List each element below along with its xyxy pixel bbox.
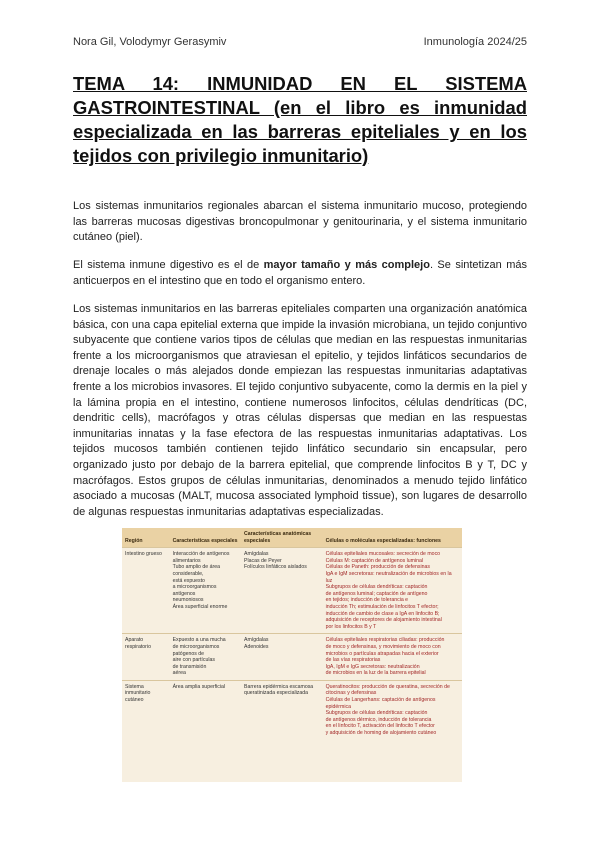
- table-cell-line: patógenos de: [172, 650, 205, 657]
- table-cell: [323, 548, 462, 634]
- table-cell: [170, 680, 241, 739]
- table-cell-line: a microorganismos: [172, 584, 217, 591]
- table-cell-line: IgA, IgM e IgG secretoras: neutralización: [325, 663, 420, 670]
- table-cell-line: inducción Th; estimulación de linfocitos T efector;: [325, 603, 439, 610]
- table-cell-line: Área amplia superficial: [172, 683, 226, 690]
- table-cell-line: en tejidos; inducción de tolerancia e: [325, 597, 409, 604]
- table-cell-line: Células epiteliales respiratorias ciliadas: producción: [325, 637, 445, 644]
- table-cell-line: Células epiteliales mucosales: secreción de moco: [325, 551, 441, 558]
- paragraph-regional-systems: Los sistemas inmunitarios regionales abarcan el sistema inmunitario mucoso, protegiendo las barreras mucosas digestivas broncopulmonar y genitourinaria, y el sistema inmunitario cutáneo (piel).: [73, 200, 527, 244]
- table-cell: [323, 634, 462, 681]
- table-cell: [122, 634, 170, 681]
- table-body: [122, 548, 462, 740]
- table-cell-line: neumoniosos: [172, 597, 204, 604]
- table-row: [122, 680, 462, 739]
- table-cell-line: de moco y defensinas, y movimiento de moco con: [325, 643, 441, 650]
- table-cell-line: Amígdalas: [243, 637, 269, 644]
- table-cell-line: Subgrupos de células dendríticas: captación: [325, 584, 428, 591]
- paragraph-text: El sistema inmune digestivo es el de: [73, 259, 264, 271]
- table-cell-line: considerable,: [172, 570, 204, 577]
- table-cell-line: Amígdalas: [243, 551, 269, 558]
- table-cell: [170, 548, 241, 634]
- table-cell: [323, 680, 462, 739]
- table-cell: [241, 548, 323, 634]
- immune-regions-table: [122, 528, 462, 740]
- table-cell-line: IgA e IgM secretoras: neutralización de microbios en la luz: [325, 570, 452, 584]
- table-cell-line: y adquisición de homing de alojamiento cutáneo: [325, 730, 437, 737]
- table-cell: [170, 634, 241, 681]
- table-cell-line: Placas de Peyer: [243, 557, 282, 564]
- table-cell-line: de microbios en la luz de la barrera epitelial: [325, 670, 426, 677]
- table-cell-line: de microorganismos: [172, 643, 220, 650]
- table-cell-line: Barrera epidérmica escamosa queratinizada especializada: [243, 683, 314, 697]
- immune-regions-table-image: [122, 528, 462, 782]
- table-cell: [122, 680, 170, 739]
- table-cell-line: Expuesto a una mucha: [172, 637, 226, 644]
- table-cell-line: Aparato respiratorio: [125, 637, 151, 650]
- table-cell-line: Células de Langerhans: captación de antígenos epidérmica: [325, 697, 436, 710]
- table-cell-line: Sistema inmunitario cutáneo: [125, 683, 151, 704]
- table-cell: [122, 548, 170, 634]
- table-cell-line: aire con partículas: [172, 657, 215, 664]
- table-cell: [241, 680, 323, 739]
- table-cell-line: Intestino grueso: [125, 551, 162, 558]
- table-cell-line: Células M: captación de antígenos luminal: [325, 557, 424, 564]
- table-row: [122, 548, 462, 634]
- table-cell-line: Tubo amplio de área: [172, 564, 220, 571]
- table-cell-line: de las vías respiratorias: [325, 657, 381, 664]
- document-title: TEMA 14: INMUNIDAD EN EL SISTEMA GASTROINTESTINAL (en el libro es inmunidad especializada en las barreras epiteliales y en los tejidos con privilegio inmunitario): [73, 73, 527, 166]
- table-cell-line: Queratinocitos: producción de queratina, secreción de citocinas y defensinas: [325, 683, 450, 697]
- header-course: Inmunología 2024/25: [423, 36, 527, 48]
- table-cell-line: de transmisión: [172, 663, 207, 670]
- table-cell-line: aérea: [172, 670, 186, 677]
- table-header-cell: Región: [122, 528, 170, 548]
- table-row: [122, 634, 462, 681]
- table-cell-line: inducción de cambio de clase a IgA en linfocito B;: [325, 610, 440, 617]
- table-cell-line: adquisición de receptores de alojamiento intestinal: [325, 617, 442, 624]
- paragraph-bold-text: mayor tamaño y más complejo: [263, 259, 430, 271]
- table-cell-line: en el linfocito T, activación del linfocito T efector: [325, 723, 435, 730]
- table-cell-line: está expuesto: [172, 577, 205, 584]
- table-cell-line: por los linfocitos B y T: [325, 623, 377, 630]
- table-cell: [241, 634, 323, 681]
- table-cell-line: Células de Paneth: producción de defensinas: [325, 564, 430, 571]
- table-cell-line: microbios o partículas atrapadas hacia el exterior: [325, 650, 439, 657]
- table-cell-line: Subgrupos de células dendríticas: captación: [325, 710, 428, 717]
- table-header-cell: Características anatómicas especiales: [241, 528, 323, 548]
- header-authors: Nora Gil, Volodymyr Gerasymiv: [73, 36, 227, 48]
- paragraph-epithelial-barriers: Los sistemas inmunitarios en las barreras epiteliales comparten una organización anatómica básica, con una capa epitelial externa que impide la invasión microbiana, un tejido conjuntivo subyacente que contiene varios tipos de células que median en las respuestas inmunitarias frente a los microorganismos que atraviesan el epitelio, y tejidos linfáticos secundarios de drenaje locales o más alejados donde empiezan las respuestas inmunitarias adaptativas frente a los microbios invasores. El tejido conjuntivo subyacente, como la dermis en la piel y la lámina propia en el intestino, contiene numerosos linfocitos, células dendríticas (DC, dendritic cells), macrófagos y otras células dispersas que median en las respuestas inmunitarias innatas y la fase efectora de las respuestas inmunitarias adaptativas. Los tejidos mucosos también contienen tejido linfático secundario sin encapsular, pero organizado justo por debajo de la barrera epitelial, que comprende linfocitos B y T, DC y macrófagos. Estos grupos de células inmunitarias, denominados a menudo tejido linfático asociado a mucosas (MALT, mucosa associated lymphoid tissue), son lugares de desarrollo de algunas respuestas inmunitarias adaptativas especializadas.: [73, 303, 527, 518]
- table-cell-line: Área superficial enorme: [172, 603, 228, 610]
- paragraph-digestive-system: [73, 258, 527, 289]
- table-header-cell: Células o moléculas especializadas: funciones: [323, 528, 462, 548]
- table-header-row: [122, 528, 462, 548]
- table-cell-line: Folículos linfáticos aislados: [243, 564, 307, 571]
- table-header-cell: Características especiales: [170, 528, 241, 548]
- paragraph-text: . Se sintetizan más anticuerpos en el intestino que en todo el organismo entero.: [73, 259, 528, 287]
- table-cell-line: de antígenos dérmico, inducción de tolerancia: [325, 716, 432, 723]
- table-cell-line: Interacción de antígenos alimentarios: [172, 551, 230, 564]
- table-cell-line: Adenoides: [243, 643, 269, 650]
- table-cell-line: antígenos: [172, 590, 196, 597]
- table-cell-line: de antígenos luminal; captación de antígeno: [325, 590, 428, 597]
